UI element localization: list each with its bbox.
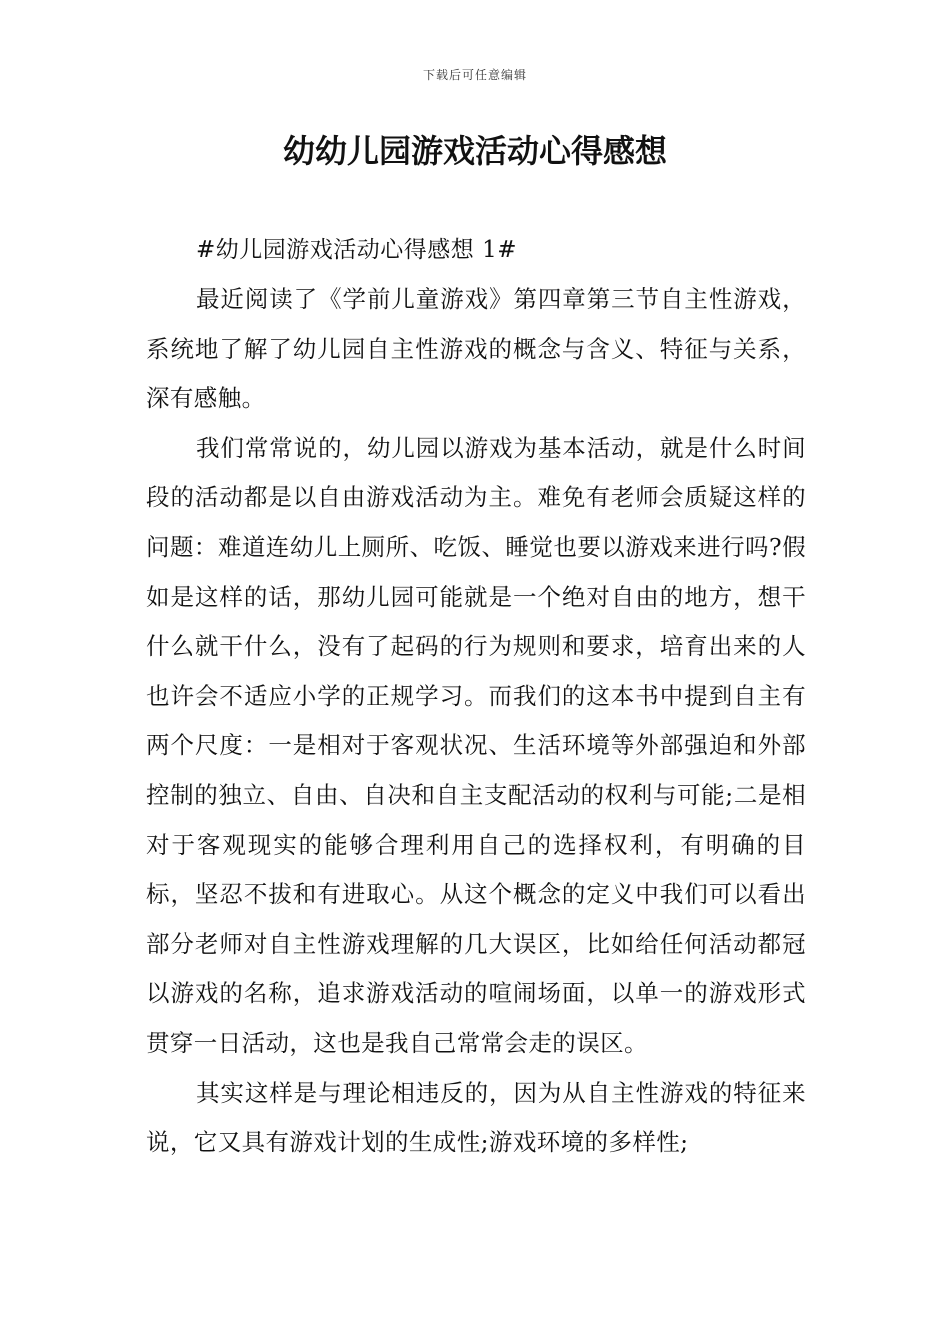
paragraph-1: 最近阅读了《学前儿童游戏》第四章第三节自主性游戏，系统地了解了幼儿园自主性游戏的概念与含义、特征与关系，深有感触。 [146,285,806,413]
paragraph-3: 其实这样是与理论相违反的，因为从自主性游戏的特征来说，它又具有游戏计划的生成性;游戏环境的多样性; [146,1078,806,1157]
document-body [146,226,806,1168]
paragraph-2: 我们常常说的，幼儿园以游戏为基本活动，就是什么时间段的活动都是以自由游戏活动为主。难免有老师会质疑这样的问题：难道连幼儿上厕所、吃饭、睡觉也要以游戏来进行吗?假如是这样的话，那幼儿园可能就是一个绝对自由的地方，想干什么就干什么，没有了起码的行为规则和要求，培育出来的人也许会不适应小学的正规学习。而我们的这本书中提到自主有两个尺度：一是相对于客观状况、生活环境等外部强迫和外部控制的独立、自由、自决和自主支配活动的权利与可能;二是相对于客观现实的能够合理利用自己的选择权利，有明确的目标，坚忍不拔和有进取心。从这个概念的定义中我们可以看出部分老师对自主性游戏理解的几大误区，比如给任何活动都冠以游戏的名称，追求游戏活动的喧闹场面，以单一的游戏形式贯穿一日活动，这也是我自己常常会走的误区。 [146,433,806,1057]
document-title: 幼幼儿园游戏活动心得感想 [282,132,667,170]
section-heading: #幼儿园游戏活动心得感想 1# [196,237,517,263]
header-note: 下载后可任意编辑 [422,68,527,82]
